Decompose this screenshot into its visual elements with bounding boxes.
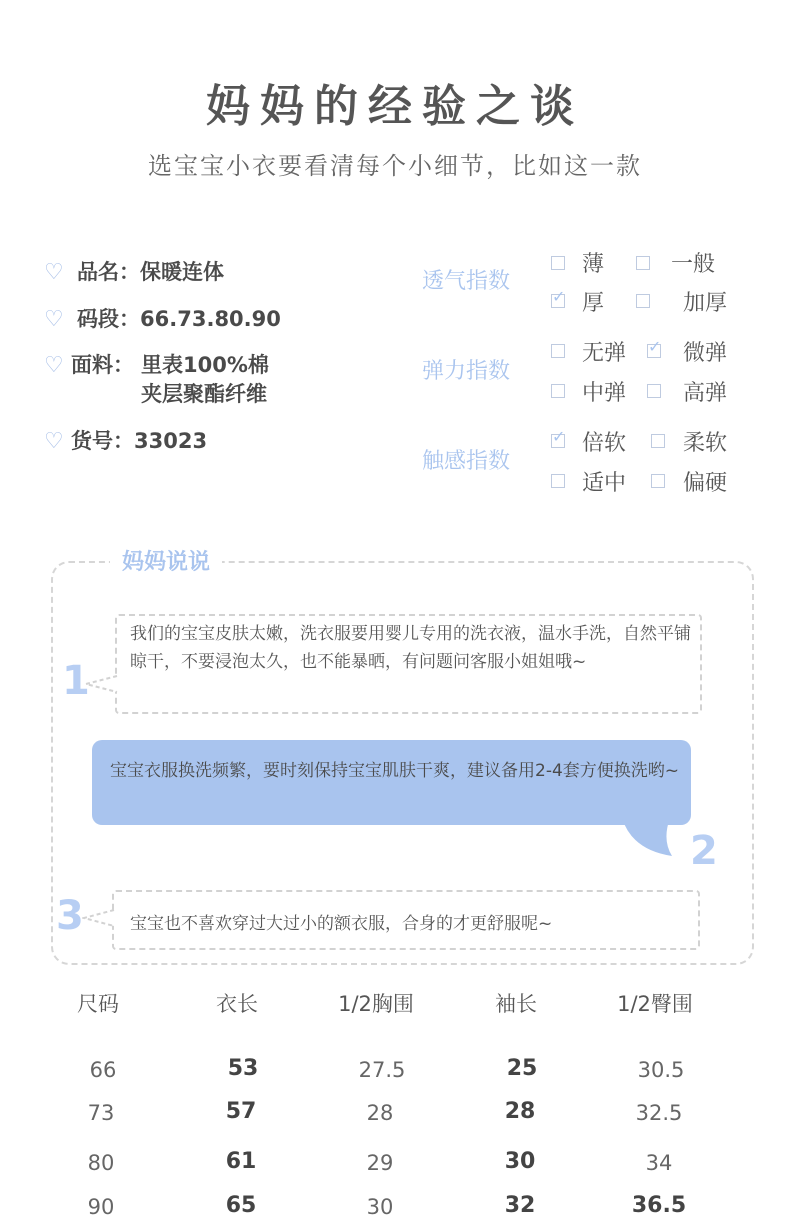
option-medium-stretch: 中弹 [582,381,627,406]
page-title: 妈妈的经验之谈 [206,81,584,132]
spec-fabric-label: 面料： [71,353,135,377]
spec-name-text: 品名：保暖连体 [77,260,225,284]
heart-icon: ♡ [44,353,64,378]
option-high-stretch: 高弹 [683,381,728,406]
table-cell: 28 [366,1101,394,1125]
option-thin: 薄 [582,252,605,277]
checkbox-high-stretch[interactable] [647,384,661,398]
tip-number-1: 1 [62,658,90,704]
table-cell: 66 [89,1058,117,1082]
option-thick: 厚 [582,291,605,316]
checkbox-extra-soft[interactable] [551,434,565,448]
table-cell: 25 [506,1056,538,1081]
table-cell: 29 [366,1151,394,1175]
spec-sku [44,425,207,455]
option-moderate: 适中 [582,471,627,496]
spec-fabric-line2: 夹层聚酯纤维 [141,382,267,406]
option-normal: 一般 [671,252,716,277]
index-label-touch: 触感指数 [422,449,511,474]
checkbox-slight-stretch[interactable] [647,344,661,358]
tip-text-1: 我们的宝宝皮肤太嫩，洗衣服要用婴儿专用的洗衣液，温水手洗，自然平铺晾干，不要浸泡太久，也不能暴晒，有问题问客服小姐姐哦~ [130,624,691,672]
option-extra-soft: 倍软 [582,431,627,456]
heart-icon: ♡ [44,307,64,332]
heart-icon: ♡ [44,429,64,454]
checkbox-thin[interactable] [551,256,565,270]
bubble-tail-3 [82,906,116,930]
index-label-breathability: 透气指数 [422,269,511,294]
table-cell: 27.5 [358,1058,406,1082]
table-cell: 30 [366,1195,394,1219]
checkbox-no-stretch[interactable] [551,344,565,358]
checkbox-soft[interactable] [651,434,665,448]
spec-size [44,303,281,333]
bubble-tail-2 [618,818,674,860]
checkbox-normal[interactable] [636,256,650,270]
checkbox-extra-thick[interactable] [636,294,650,308]
option-extra-thick: 加厚 [683,291,728,316]
table-cell: 65 [225,1193,257,1218]
tip-text-2: 宝宝衣服换洗频繁，要时刻保持宝宝肌肤干爽，建议备用2-4套方便换洗哟~ [110,761,680,781]
table-cell: 32.5 [635,1101,683,1125]
table-cell: 34 [645,1151,673,1175]
table-cell: 53 [227,1056,259,1081]
option-slight-stretch: 微弹 [683,341,728,366]
table-cell: 80 [87,1151,115,1175]
spec-fabric [44,349,134,379]
table-cell: 30 [504,1149,536,1174]
table-header-hip: 1/2臀围 [617,992,693,1016]
checkbox-firm[interactable] [651,474,665,488]
table-cell: 61 [225,1149,257,1174]
table-header-length: 衣长 [216,992,258,1016]
checkbox-thick[interactable] [551,294,565,308]
table-cell: 90 [87,1195,115,1219]
tip-text-3: 宝宝也不喜欢穿过大过小的额衣服，合身的才更舒服呢~ [130,914,553,934]
page-subtitle: 选宝宝小衣要看清每个小细节，比如这一款 [148,152,642,180]
table-header-sleeve: 袖长 [495,992,537,1016]
spec-fabric-line1: 里表100%棉 [141,353,269,377]
option-no-stretch: 无弹 [582,341,627,366]
option-firm: 偏硬 [683,471,728,496]
tip-number-2: 2 [690,828,718,874]
spec-sku-text: 货号：33023 [71,429,208,453]
heart-icon: ♡ [44,260,64,285]
table-cell: 28 [504,1099,536,1124]
checkbox-medium-stretch[interactable] [551,384,565,398]
tip-number-3: 3 [56,893,84,939]
option-soft: 柔软 [683,431,728,456]
checkbox-moderate[interactable] [551,474,565,488]
tips-title: 妈妈说说 [110,545,222,576]
table-header-size: 尺码 [77,992,119,1016]
table-header-chest: 1/2胸围 [338,992,414,1016]
table-cell: 73 [87,1101,115,1125]
table-cell: 57 [225,1099,257,1124]
table-cell: 36.5 [631,1193,687,1218]
spec-name [44,256,224,286]
index-label-elasticity: 弹力指数 [422,359,511,384]
spec-size-text: 码段：66.73.80.90 [77,307,281,331]
table-cell: 30.5 [637,1058,685,1082]
table-cell: 32 [504,1193,536,1218]
